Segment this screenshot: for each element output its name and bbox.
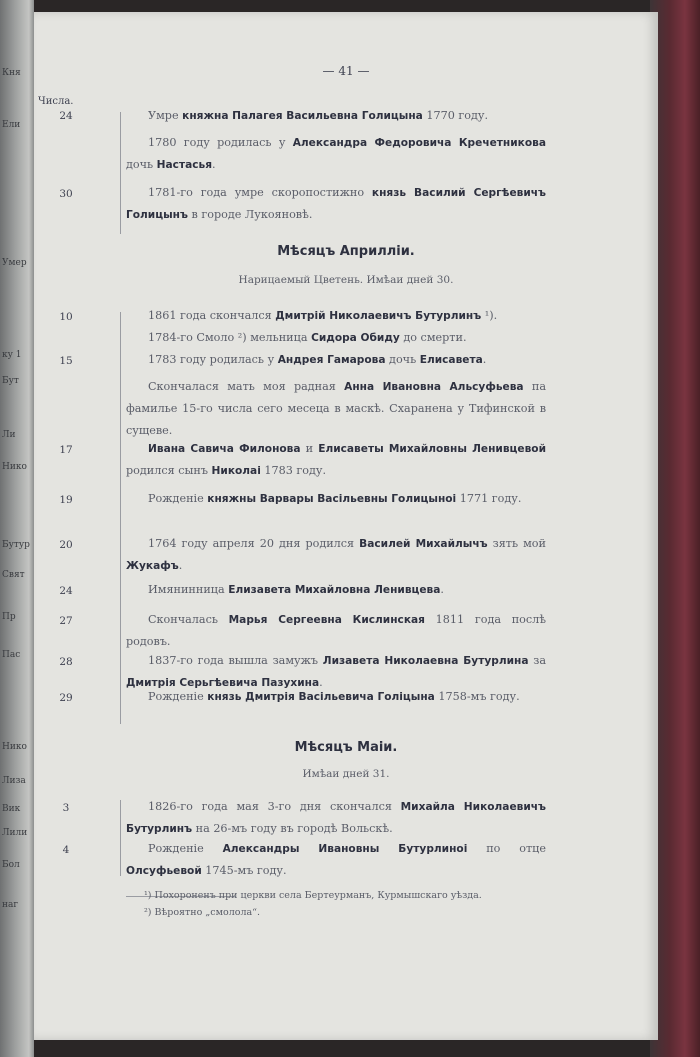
facing-page-text-fragment: Нико	[2, 742, 27, 752]
entry-text: 1861 года скончался	[148, 309, 276, 322]
entry-text: .	[178, 559, 183, 572]
person-name: Жукафъ	[126, 560, 179, 572]
facing-page-text-fragment: наг	[2, 900, 19, 910]
calendar-entry	[126, 438, 546, 482]
entry-text: по отце	[467, 842, 546, 855]
entry-text: 1837-го года вышла замужъ	[148, 654, 323, 667]
entry-text: дочь	[126, 158, 157, 171]
facing-page-text-fragment: ку 1	[2, 350, 22, 360]
calendar-entry	[126, 686, 546, 708]
person-name: Дмитрій Николаевичъ Бутурлинъ	[275, 310, 482, 322]
person-name: Михайла Николаевичъ Бутурлинъ	[126, 801, 546, 835]
book-page	[34, 12, 658, 1040]
entry-text: на 26-мъ году въ городѣ Вольскѣ.	[192, 822, 393, 835]
section-title-april: Мѣсяцъ Априллiи.	[277, 244, 415, 259]
person-name: Настасья	[156, 159, 213, 171]
entry-date: 19	[59, 494, 73, 506]
person-name: Николаі	[211, 465, 261, 477]
page-number: — 41 —	[322, 64, 370, 78]
entry-text: дочь	[385, 353, 420, 366]
entry-date: 28	[59, 656, 73, 668]
entry-text: 1781-го года умре скоропостижно	[148, 186, 372, 199]
person-name: князь Дмитрія Васільевича Голіцына	[207, 691, 435, 703]
entry-text: 1780 году родилась у	[148, 136, 293, 149]
facing-page-text-fragment: Пас	[2, 650, 21, 660]
entry-date: 24	[59, 110, 73, 122]
calendar-entry	[126, 376, 546, 442]
entry-text: .	[440, 583, 444, 596]
entry-text: Рожденіе	[148, 492, 208, 505]
entry-text: Рожденіе	[148, 842, 223, 855]
entry-text: 1783 году родилась у	[148, 353, 278, 366]
calendar-entry	[126, 105, 546, 127]
entry-text: Рожденіе	[148, 690, 208, 703]
calendar-entry	[126, 796, 546, 840]
entry-text: .	[212, 158, 216, 171]
entry-text: 1826-го года мая 3-го дня скончался	[148, 800, 401, 813]
entry-text: Умре	[148, 109, 183, 122]
person-name: Елисаветы Михайловны Ленивцевой	[318, 443, 547, 455]
entry-date: 20	[59, 539, 73, 551]
calendar-entry	[126, 488, 546, 510]
calendar-entry	[126, 838, 546, 882]
entry-text: Скончалась	[148, 613, 229, 626]
footnote: ¹) Похороненъ при церкви села Бертеурманъ, Курмышскаго уѣзда.	[144, 890, 482, 901]
calendar-entry	[126, 305, 546, 327]
facing-page-text-fragment: Ли	[2, 430, 16, 440]
entry-text: за	[528, 654, 547, 667]
entry-text: 1745-мъ году.	[201, 864, 287, 877]
entry-text: и	[300, 442, 319, 455]
calendar-entry	[126, 182, 546, 226]
entry-date: 4	[62, 844, 70, 856]
entry-date: 30	[59, 188, 73, 200]
calendar-entry	[126, 349, 546, 371]
person-name: Олсуфьевой	[126, 865, 202, 877]
footnote: ²) Вѣроятно „смолола“.	[144, 907, 261, 918]
facing-page-text-fragment: Бут	[2, 376, 19, 386]
person-name: Александра Федоровича Кречетникова	[292, 137, 546, 149]
entry-text: родился сынъ	[126, 464, 212, 477]
entry-date: 27	[59, 615, 73, 627]
facing-page-text-fragment: Кня	[2, 68, 21, 78]
facing-page-text-fragment: Свят	[2, 570, 25, 580]
entry-text: .	[482, 353, 487, 366]
person-name: Марья Сергеевна Кислинская	[228, 614, 425, 626]
calendar-entry	[126, 132, 546, 176]
person-name: Дмитрія Серьгѣевича Пазухина	[126, 677, 320, 689]
entry-date: 29	[59, 692, 73, 704]
calendar-entry	[126, 327, 546, 349]
entry-date: 17	[59, 444, 73, 456]
person-name: Лизавета Николаевна Бутурлина	[322, 655, 529, 667]
person-name: Анна Ивановна Альсуфьева	[344, 381, 524, 393]
entry-text: .	[319, 676, 323, 689]
facing-page-text-fragment: Умер	[2, 258, 27, 268]
margin-rule	[120, 800, 121, 876]
margin-rule	[120, 112, 121, 234]
facing-page-text-fragment: Нико	[2, 462, 27, 472]
entry-text: в городе Лукояновѣ.	[187, 208, 313, 221]
section-title-may: Мѣсяцъ Маiи.	[294, 740, 398, 755]
person-name: Александры Ивановны Бутурлиноі	[222, 843, 468, 855]
entry-text: 1764 году апреля 20 дня родился	[148, 537, 360, 550]
person-name: Ивана Савича Филонова	[148, 443, 301, 455]
person-name: Андрея Гамарова	[277, 354, 386, 366]
facing-page-text-fragment: Лили	[2, 828, 28, 838]
entry-text: 1770 году.	[422, 109, 489, 122]
section-subtitle-april: Нарицаемый Цветень. Имѣаи дней 30.	[238, 274, 454, 286]
entry-text: 1758-мъ году.	[434, 690, 520, 703]
entry-date: 3	[62, 802, 70, 814]
person-name: Василей Михайлычъ	[359, 538, 488, 550]
entry-text: 1783 году.	[260, 464, 327, 477]
entry-text: 1771 году.	[456, 492, 522, 505]
facing-page-text-fragment: Пр	[2, 612, 16, 622]
entry-date: 24	[59, 585, 73, 597]
section-subtitle-may: Имѣаи дней 31.	[302, 768, 390, 780]
person-name: князь Василий Сергѣевичъ Голицынъ	[126, 187, 546, 221]
facing-page-text-fragment: Бол	[2, 860, 20, 870]
facing-page-text-fragment: Бутур	[2, 540, 30, 550]
facing-page-edge	[0, 0, 34, 1057]
person-name: княжны Варвары Васільевны Голицыноі	[207, 493, 457, 505]
facing-page-text-fragment: Лиза	[2, 776, 26, 786]
facing-page-text-fragment: Ели	[2, 120, 21, 130]
person-name: княжна Палагея Васильевна Голицына	[182, 110, 423, 122]
person-name: Сидора Обиду	[311, 332, 400, 344]
entry-date: 15	[59, 355, 73, 367]
calendar-entry	[126, 533, 546, 577]
column-header-dates: Числа.	[38, 96, 74, 107]
calendar-entry	[126, 579, 546, 601]
entry-text: па фамилье 15-го числа сего месеца в маскѣ. Схаранена у Тифинской в сущеве.	[126, 380, 546, 437]
entry-text: ¹).	[481, 309, 498, 322]
entry-text: до смерти.	[399, 331, 467, 344]
entry-text: Скончалася мать моя радная	[148, 380, 345, 393]
entry-text: Имянинница	[148, 583, 229, 596]
entry-text: 1811 года послѣ родовъ.	[126, 613, 547, 648]
calendar-entry	[126, 609, 546, 653]
entry-text: зять мой	[487, 537, 546, 550]
entry-date: 10	[59, 311, 73, 323]
entry-text: 1784-го Смоло ²) мельница	[148, 331, 312, 344]
margin-rule	[120, 312, 121, 724]
facing-page-text-fragment: Вик	[2, 804, 21, 814]
person-name: Елисавета	[419, 354, 483, 366]
person-name: Елизавета Михайловна Ленивцева	[228, 584, 441, 596]
